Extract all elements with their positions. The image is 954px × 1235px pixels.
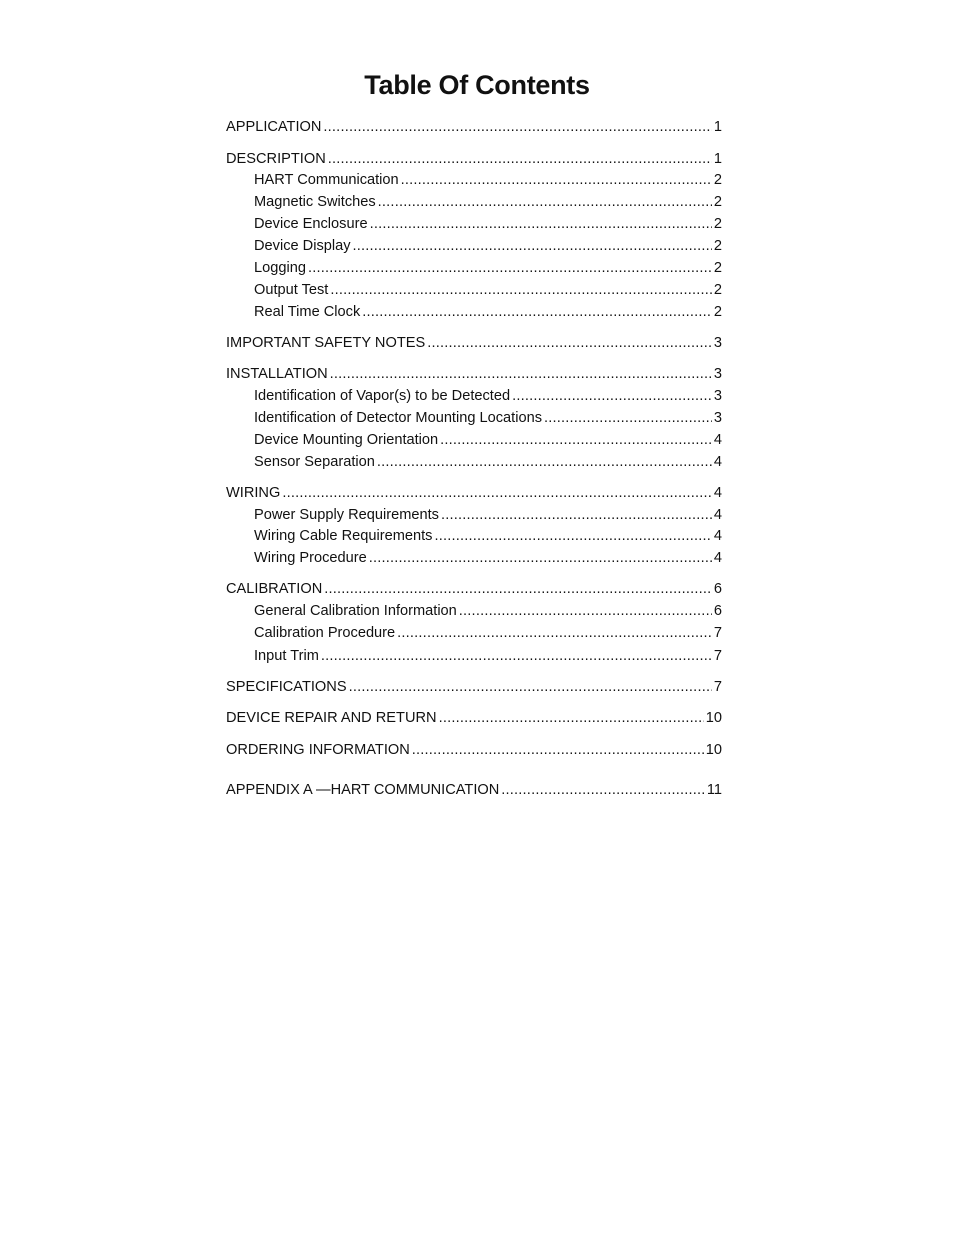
toc-entry-label: CALIBRATION [226,581,323,597]
dot-leader [501,780,705,800]
toc-entry-page: 2 [713,260,722,276]
dot-leader [378,192,712,212]
dot-leader [440,430,712,450]
toc-entry-page: 3 [713,366,722,382]
dot-leader [328,149,712,169]
dot-leader [349,677,712,697]
dot-leader [427,333,712,353]
toc-entry-application[interactable] [226,117,722,137]
toc-entry-label: Calibration Procedure [254,625,396,641]
toc-entry-label: HART Communication [254,172,399,188]
toc-entry-installation[interactable] [226,364,722,384]
toc-entry-page: 2 [713,282,722,298]
dot-leader [544,408,712,428]
toc-entry-label: Sensor Separation [254,454,375,470]
dot-leader [353,236,712,256]
toc-entry-power-supply-requirements[interactable] [254,505,722,525]
dot-leader [370,214,712,234]
toc-entry-label: General Calibration Information [254,603,457,619]
toc-entry-label: APPLICATION [226,119,322,135]
dot-leader [397,623,712,643]
toc-entry-identification-of-mounting-locations[interactable] [254,408,722,428]
toc-entry-page: 4 [713,507,722,523]
toc-entry-page: 4 [713,454,722,470]
toc-entry-output-test[interactable] [254,280,722,300]
toc-entry-page: 10 [705,742,722,758]
toc-entry-device-display[interactable] [254,236,722,256]
toc-entry-appendix-a[interactable] [226,780,722,800]
toc-entry-label: Identification of Detector Mounting Locations [254,410,542,426]
toc-entry-label: Wiring Procedure [254,550,367,566]
toc-entry-page: 2 [713,304,722,320]
toc-entry-calibration[interactable] [226,579,722,599]
dot-leader [401,170,712,190]
toc-entry-real-time-clock[interactable] [254,302,722,322]
toc-entry-label: Power Supply Requirements [254,507,439,523]
dot-leader [434,526,711,546]
toc-entry-label: Wiring Cable Requirements [254,528,433,544]
dot-leader [441,505,712,525]
toc-entry-calibration-procedure[interactable] [254,623,722,643]
toc-entry-wiring[interactable] [226,483,722,503]
toc-entry-page: 6 [713,581,722,597]
dot-leader [377,452,712,472]
toc-entry-page: 2 [713,172,722,188]
toc-entry-description[interactable] [226,149,722,169]
dot-leader [512,386,712,406]
toc-entry-ordering-information[interactable] [226,740,722,760]
toc-entry-label: Logging [254,260,306,276]
toc-entry-sensor-separation[interactable] [254,452,722,472]
toc-entry-identification-of-vapors[interactable] [254,386,722,406]
toc-entry-logging[interactable] [254,258,722,278]
dot-leader [362,302,712,322]
toc-entry-page: 1 [713,119,722,135]
toc-entry-label: SPECIFICATIONS [226,679,347,695]
dot-leader [459,601,712,621]
toc-entry-page: 4 [713,550,722,566]
toc-entry-page: 4 [713,432,722,448]
dot-leader [308,258,712,278]
dot-leader [321,646,712,666]
toc-entry-label: Real Time Clock [254,304,361,320]
toc-entry-page: 4 [713,528,722,544]
toc-entry-page: 1 [713,151,722,167]
toc-entry-general-calibration-information[interactable] [254,601,722,621]
toc-entry-label: Device Display [254,238,351,254]
dot-leader [330,364,712,384]
toc-entry-page: 7 [713,648,722,664]
dot-leader [323,117,711,137]
toc-entry-page: 3 [713,388,722,404]
dot-leader [330,280,712,300]
toc-entry-page: 3 [713,410,722,426]
toc-entry-page: 10 [705,710,722,726]
toc-entry-device-repair-and-return[interactable] [226,708,722,728]
toc-entry-label: ORDERING INFORMATION [226,742,410,758]
toc-entry-label: Device Mounting Orientation [254,432,439,448]
toc-entry-important-safety-notes[interactable] [226,333,722,353]
toc-entry-device-enclosure[interactable] [254,214,722,234]
dot-leader [369,548,712,568]
toc-entry-label: Output Test [254,282,329,298]
toc-entry-page: 3 [713,335,722,351]
toc-entry-specifications[interactable] [226,677,722,697]
toc-entry-label: IMPORTANT SAFETY NOTES [226,335,426,351]
dot-leader [412,740,704,760]
toc-entry-page: 11 [706,782,722,798]
toc-entry-page: 2 [713,216,722,232]
toc-entry-device-mounting-orientation[interactable] [254,430,722,450]
toc-entry-label: Device Enclosure [254,216,368,232]
toc-entry-label: Input Trim [254,648,319,664]
toc-entry-page: 4 [713,485,722,501]
toc-entry-label: DESCRIPTION [226,151,326,167]
toc-entry-label: INSTALLATION [226,366,328,382]
toc-entry-wiring-cable-requirements[interactable] [254,526,722,546]
toc-entry-magnetic-switches[interactable] [254,192,722,212]
toc-entry-page: 7 [713,679,722,695]
toc-entry-page: 2 [713,238,722,254]
toc-entry-label: APPENDIX A —HART COMMUNICATION [226,782,500,798]
dot-leader [282,483,712,503]
toc-entry-label: DEVICE REPAIR AND RETURN [226,710,437,726]
toc-entry-label: Magnetic Switches [254,194,376,210]
toc-entry-input-trim[interactable] [254,646,722,666]
toc-entry-hart-communication[interactable] [254,170,722,190]
page-title: Table Of Contents [364,70,590,101]
toc-entry-page: 2 [713,194,722,210]
toc-entry-page: 7 [713,625,722,641]
dot-leader [439,708,704,728]
dot-leader [324,579,712,599]
toc-entry-page: 6 [713,603,722,619]
toc-entry-label: WIRING [226,485,281,501]
toc-entry-wiring-procedure[interactable] [254,548,722,568]
toc-entry-label: Identification of Vapor(s) to be Detected [254,388,511,404]
